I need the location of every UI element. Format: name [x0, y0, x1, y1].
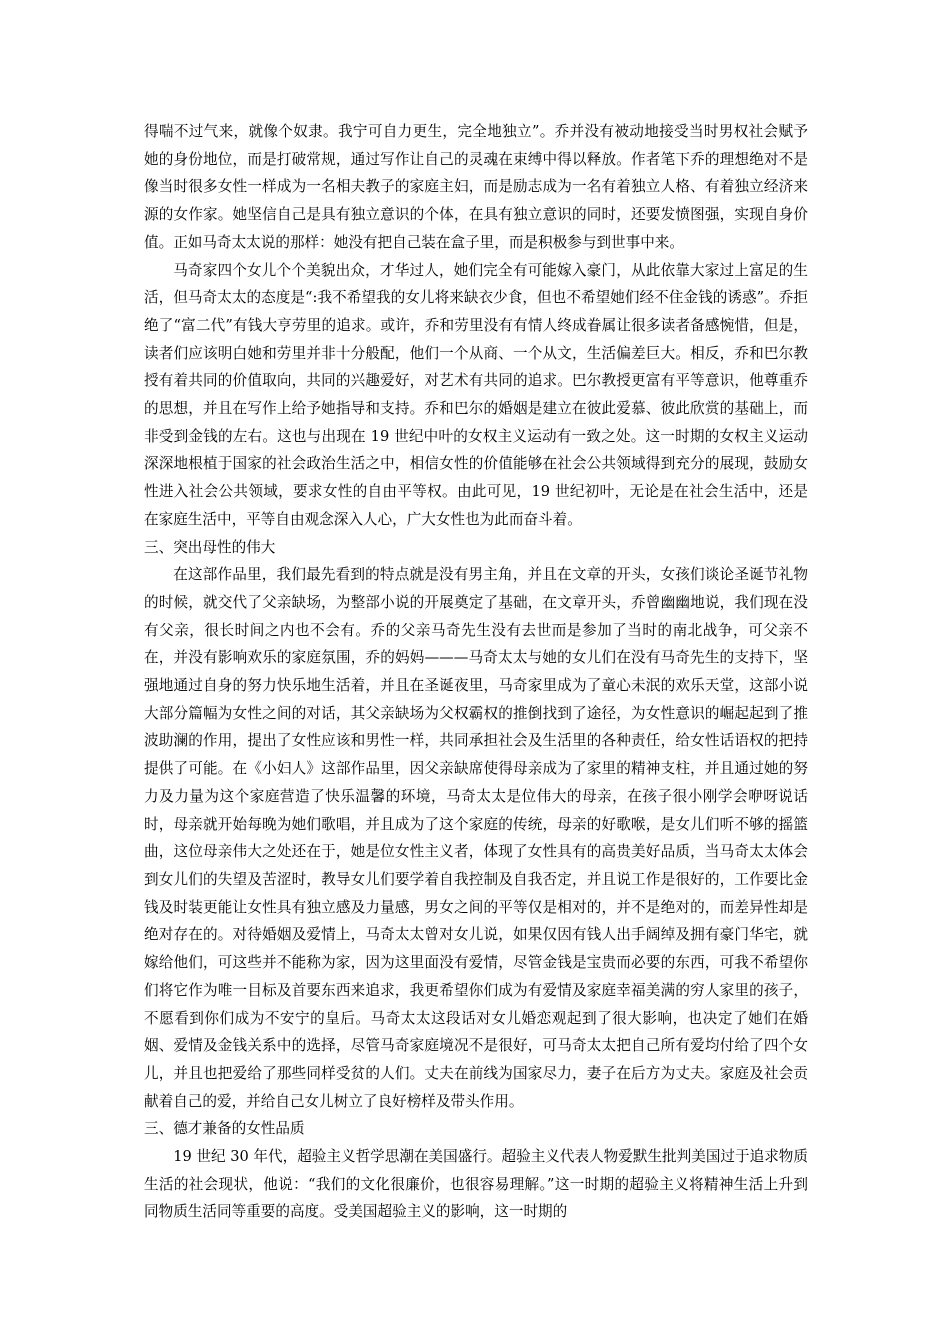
section-heading-virtue: 三、德才兼备的女性品质 [144, 1120, 305, 1138]
section-heading-mother: 三、突出母性的伟大 [144, 538, 276, 556]
paragraph-1: 得喘不过气来，就像个奴隶。我宁可自力更生，完全地独立”。乔并没有被动地接受当时男权社会赋予她的身份地位，而是打破常规，通过写作让自己的灵魂在束缚中得以释放。作者笔下乔的理想绝对不是像当时很多女性一样成为一名相夫教子的家庭主妇，而是励志成为一名有着独立人格、有着独立经济来源的女作家。她坚信自己是具有独立意识的个体，在具有独立意识的同时，还要发愤图强，实现自身价值。正如马奇太太说的那样：她没有把自己装在盒子里，而是积极参与到世事中来。 [144, 123, 808, 251]
document-page [144, 118, 808, 1226]
paragraph-2: 马奇家四个女儿个个美貌出众，才华过人，她们完全有可能嫁入豪门，从此依靠大家过上富足的生活，但马奇太太的态度是“:我不希望我的女儿将来缺衣少食，但也不希望她们经不住金钱的诱惑”。乔拒绝了“富二代”有钱大亨劳里的追求。或许，乔和劳里没有有情人终成眷属让很多读者备感惋惜，但是，读者们应该明白她和劳里并非十分般配，他们一个从商、一个从文，生活偏差巨大。相反，乔和巴尔教授有着共同的价值取向，共同的兴趣爱好，对艺术有共同的追求。巴尔教授更富有平等意识，他尊重乔的思想，并且在写作上给予她指导和支持。乔和巴尔的婚姻是建立在彼此爱慕、彼此欣赏的基础上，而非受到金钱的左右。这也与出现在 19 世纪中叶的女权主义运动有一致之处。这一时期的女权主义运动深深地根植于国家的社会政治生活之中，相信女性的价值能够在社会公共领域得到充分的展现，鼓励女性进入社会公共领域，要求女性的自由平等权。由此可见，19 世纪初叶，无论是在社会生活中，还是在家庭生活中，平等自由观念深入人心，广大女性也为此而奋斗着。 [144, 261, 808, 528]
paragraph-3: 在这部作品里，我们最先看到的特点就是没有男主角，并且在文章的开头，女孩们谈论圣诞节礼物的时候，就交代了父亲缺场，为整部小说的开展奠定了基础，在文章开头，乔曾幽幽地说，我们现在没有父亲，很长时间之内也不会有。乔的父亲马奇先生没有去世而是参加了当时的南北战争，可父亲不在，并没有影响欢乐的家庭氛围，乔的妈妈———马奇太太与她的女儿们在没有马奇先生的支持下，坚强地通过自身的努力快乐地生活着，并且在圣诞夜里，马奇家里成为了童心未泯的欢乐天堂，这部小说大部分篇幅为女性之间的对话，其父亲缺场为父权霸权的推倒找到了途径，为女性意识的崛起起到了推波助澜的作用，提出了女性应该和男性一样，共同承担社会及生活里的各种责任，给女性话语权的把持提供了可能。在《小妇人》这部作品里，因父亲缺席使得母亲成为了家里的精神支柱，并且通过她的努力及力量为这个家庭营造了快乐温馨的环境，马奇太太是位伟大的母亲，在孩子很小刚学会咿呀说话时，母亲就开始每晚为她们歌唱，并且成为了这个家庭的传统，母亲的好歌喉，是女儿们听不够的摇篮曲，这位母亲伟大之处还在于，她是位女性主义者，体现了女性具有的高贵美好品质，当马奇太太体会到女儿们的失望及苦涩时，教导女儿们要学着自我控制及自我否定，并且说工作是很好的，工作要比金钱及时装更能让女性具有独立感及力量感，男女之间的平等仅是相对的，并不是绝对的，而差异性却是绝对存在的。对待婚姻及爱情上，马奇太太曾对女儿说，如果仅因有钱人出手阔绰及拥有豪门华宅，就嫁给他们，可这些并不能称为家，因为这里面没有爱情，尽管金钱是宝贵而必要的东西，可我不希望你们将它作为唯一目标及首要东西来追求，我更希望你们成为有爱情及家庭幸福美满的穷人家里的孩子，不愿看到你们成为不安宁的皇后。马奇太太这段话对女儿婚恋观起到了很大影响，也决定了她们在婚姻、爱情及金钱关系中的选择，尽管马奇家庭境况不是很好，可马奇太太把自己所有爱均付给了四个女儿，并且也把爱给了那些同样受贫的人们。丈夫在前线为国家尽力，妻子在后方为丈夫。家庭及社会贡献着自己的爱，并给自己女儿树立了良好榜样及带头作用。 [144, 566, 808, 1110]
paragraph-4: 19 世纪 30 年代，超验主义哲学思潮在美国盛行。超验主义代表人物爱默生批判美国过于追求物质生活的社会现状，他说：“我们的文化很廉价，也很容易理解。”这一时期的超验主义将精神生活上升到同物质生活同等重要的高度。受美国超验主义的影响，这一时期的 [144, 1148, 808, 1221]
